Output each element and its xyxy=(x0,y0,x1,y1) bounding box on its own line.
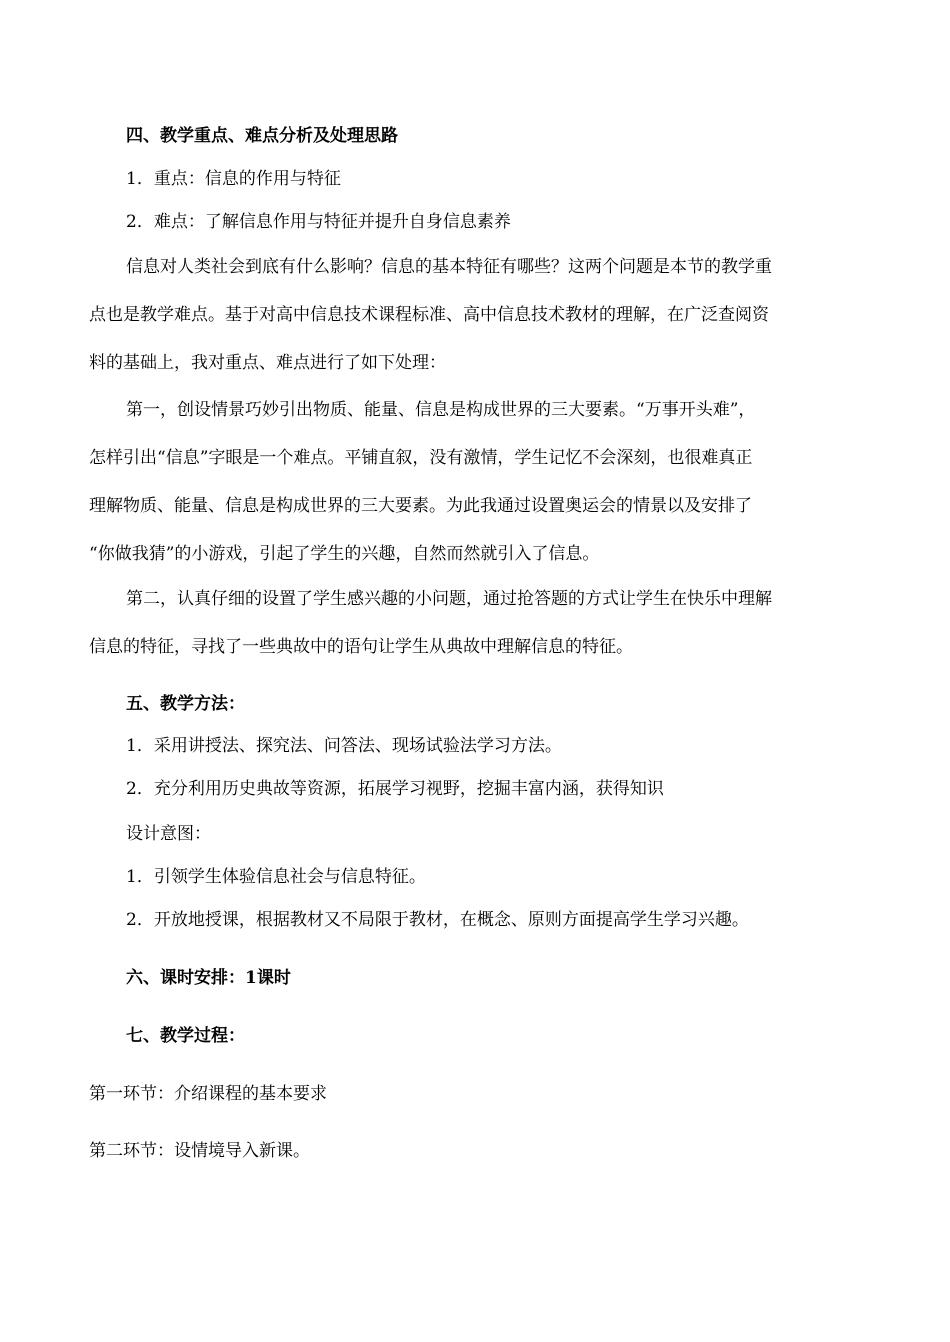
section-7-heading: 七、教学过程： xyxy=(126,1026,245,1046)
paragraph-3-line-2: 信息的特征，寻找了一些典故中的语句让学生从典故中理解信息的特征。 xyxy=(89,637,633,657)
paragraph-1-line-1: 信息对人类社会到底有什么影响？信息的基本特征有哪些？这两个问题是本节的教学重 xyxy=(126,257,772,277)
design-intent-label: 设计意图： xyxy=(126,824,211,844)
paragraph-2-line-1: 第一，创设情景巧妙引出物质、能量、信息是构成世界的三大要素。“万事开头难”， xyxy=(126,400,756,420)
section-6-heading: 六、课时安排：1课时 xyxy=(126,968,291,988)
paragraph-2-line-3: 理解物质、能量、信息是构成世界的三大要素。为此我通过设置奥运会的情景以及安排了 xyxy=(89,496,752,516)
difficult-point-item: 2．难点：了解信息作用与特征并提升自身信息素养 xyxy=(126,212,511,232)
paragraph-3-line-1: 第二，认真仔细的设置了学生感兴趣的小问题，通过抢答题的方式让学生在快乐中理解 xyxy=(126,589,772,609)
paragraph-1-line-3: 料的基础上，我对重点、难点进行了如下处理： xyxy=(89,353,446,373)
step-1: 第一环节：介绍课程的基本要求 xyxy=(89,1084,327,1104)
paragraph-1-line-2: 点也是教学难点。基于对高中信息技术课程标准、高中信息技术教材的理解，在广泛查阅资 xyxy=(89,305,769,325)
key-point-item: 1．重点：信息的作用与特征 xyxy=(126,169,341,189)
step-2: 第二环节：设情境导入新课。 xyxy=(89,1141,310,1161)
section-4-heading: 四、教学重点、难点分析及处理思路 xyxy=(126,126,398,146)
design-item-2: 2．开放地授课，根据教材又不局限于教材，在概念、原则方面提高学生学习兴趣。 xyxy=(126,910,749,930)
method-item-2: 2．充分利用历史典故等资源，拓展学习视野，挖掘丰富内涵，获得知识 xyxy=(126,779,664,799)
section-5-heading: 五、教学方法： xyxy=(126,694,245,714)
paragraph-2-line-4: “你做我猜”的小游戏，引起了学生的兴趣，自然而然就引入了信息。 xyxy=(89,544,600,564)
paragraph-2-line-2: 怎样引出“信息”字眼是一个难点。平铺直叙，没有激情，学生记忆不会深刻，也很难真正 xyxy=(89,448,753,468)
design-item-1: 1．引领学生体验信息社会与信息特征。 xyxy=(126,867,426,887)
method-item-1: 1．采用讲授法、探究法、问答法、现场试验法学习方法。 xyxy=(126,736,562,756)
